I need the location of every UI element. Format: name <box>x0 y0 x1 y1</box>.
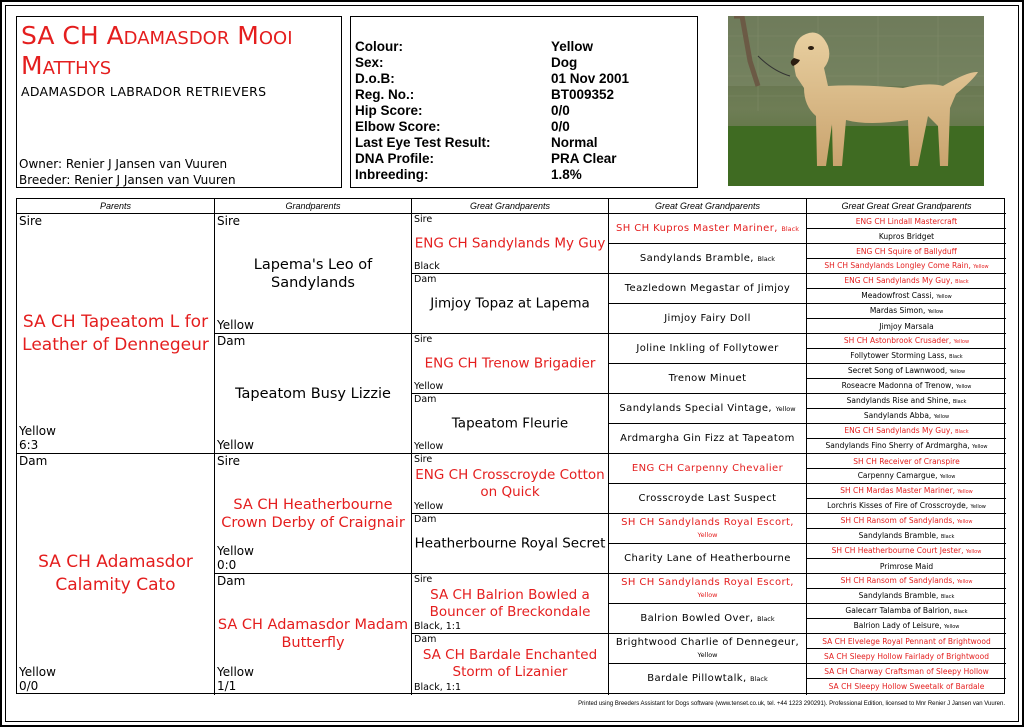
colour-note: Yellow <box>697 590 718 599</box>
great-great-great-grandparent-cell <box>807 529 1006 544</box>
ancestor-name: SA CH Charway Craftsman of Sleepy Hollow <box>824 666 989 676</box>
ancestor-name: SH CH Ransom of Sandylands, <box>840 575 955 585</box>
role-label: Sire <box>414 214 433 225</box>
great-great-great-grandparent-cell <box>807 214 1006 229</box>
colour-label: Black, 1:1 <box>414 682 462 693</box>
great-great-great-grandparent-name <box>845 606 967 617</box>
detail-value: 0/0 <box>551 103 570 118</box>
grandparent-cell <box>215 334 411 454</box>
great-great-great-grandparent-cell <box>807 439 1006 454</box>
great-great-great-grandparent-cell <box>807 229 1006 244</box>
kennel-name: ADAMASDOR LABRADOR RETRIEVERS <box>21 84 267 99</box>
great-great-grandparent-cell <box>609 514 806 544</box>
great-great-great-grandparent-cell <box>807 319 1006 334</box>
colour-note: Yellow <box>933 413 950 420</box>
ancestor-name: Ardmargha Gin Fizz at Tapeatom <box>620 432 795 444</box>
role-label: Sire <box>19 214 43 228</box>
ancestor-name: ENG CH Carpenny Chevalier <box>631 462 784 474</box>
colour-note: Yellow <box>957 488 973 495</box>
colour-note: Black <box>955 278 969 285</box>
parent-cell <box>17 214 214 454</box>
detail-label: Sex: <box>355 55 384 70</box>
great-grandparent-cell <box>412 274 608 334</box>
ancestor-name: Sandylands Rise and Shine, <box>846 395 951 405</box>
great-great-grandparent-cell <box>609 664 806 694</box>
title-panel <box>16 16 342 188</box>
colour-note: Yellow <box>927 308 944 315</box>
dog-name-line-2: Matthys <box>21 51 112 80</box>
ancestor-name: Lorchris Kisses of Fire of Crosscroyde, <box>827 500 969 510</box>
colour-label: Yellow <box>217 438 254 452</box>
detail-row <box>355 71 693 87</box>
great-great-grandparent-name <box>611 553 804 565</box>
ancestor-name: SA CH Sleepy Hollow Fairlady of Brightwood <box>824 651 989 661</box>
great-great-grandparent-name <box>611 613 804 625</box>
ancestor-name: Balrion Lady of Leisure, <box>853 620 942 630</box>
score-label: 1/1 <box>217 679 237 693</box>
detail-row <box>355 119 693 135</box>
great-great-great-grandparent-name <box>879 322 933 331</box>
role-label: Dam <box>19 454 48 468</box>
colour-label: Yellow <box>19 424 56 438</box>
great-great-great-grandparent-cell <box>807 244 1006 259</box>
colour-note: Yellow <box>939 473 956 480</box>
great-great-great-grandparent-cell <box>807 304 1006 319</box>
ancestor-name: Bardale Pillowtalk, <box>647 673 747 684</box>
ancestor-name: SA CH Sleepy Hollow Sweetalk of Bardale <box>828 682 985 691</box>
great-great-great-grandparent-cell <box>807 349 1006 364</box>
role-label: Dam <box>414 394 437 405</box>
great-great-great-grandparent-name <box>841 516 973 527</box>
great-great-great-grandparent-name <box>826 441 988 452</box>
ancestor-name: Sandylands Bramble, <box>858 590 939 600</box>
colour-label: Yellow <box>217 544 254 558</box>
ancestor-name: ENG CH Squire of Ballyduff <box>856 246 957 256</box>
detail-row <box>355 55 693 71</box>
great-grandparent-cell <box>412 574 608 634</box>
great-great-great-grandparent-name <box>856 217 957 226</box>
ancestor-name: Follytower Storming Lass, <box>850 350 947 360</box>
great-great-great-grandparent-name <box>827 501 986 512</box>
great-great-great-grandparent-cell <box>807 634 1006 649</box>
colour-note: Yellow <box>936 293 952 300</box>
great-great-grandparents-column <box>609 199 807 695</box>
dog-name-line-1: SA CH Adamasdor Mooi <box>21 21 293 50</box>
great-great-grandparent-cell <box>609 634 806 664</box>
great-great-grandparent-cell <box>609 244 806 274</box>
colour-note: Black <box>781 224 799 233</box>
detail-label: Inbreeding: <box>355 167 429 182</box>
ancestor-name: SH CH Ransom of Sandylands, <box>840 515 955 525</box>
detail-label: Last Eye Test Result: <box>355 135 491 150</box>
ancestor-name: SH CH Sandylands Longley Come Rain, <box>824 260 971 270</box>
colour-note: Black <box>940 593 955 600</box>
great-great-great-grandparent-cell <box>807 544 1006 559</box>
detail-label: Elbow Score: <box>355 119 441 134</box>
great-great-great-grandparent-cell <box>807 574 1006 589</box>
great-great-grandparent-name <box>611 493 804 505</box>
great-great-great-grandparent-name <box>861 291 951 302</box>
detail-value: Yellow <box>551 39 594 54</box>
colour-note: Yellow <box>697 650 718 659</box>
colour-note: Yellow <box>697 530 718 539</box>
great-great-great-grandparent-cell <box>807 454 1006 469</box>
great-great-great-grandparent-cell <box>807 409 1006 424</box>
great-grandparents-header: Great Grandparents <box>412 199 608 214</box>
ancestor-name: SH CH Sandylands Royal Escort, <box>621 516 794 528</box>
colour-label: Yellow <box>217 318 254 332</box>
detail-row <box>355 135 693 151</box>
great-great-grandparent-name <box>611 403 804 415</box>
parent-cell <box>17 454 214 694</box>
colour-note: Black <box>757 254 776 263</box>
great-grandparents-column <box>412 199 609 695</box>
detail-value: 0/0 <box>551 119 570 134</box>
great-great-great-grandparent-name <box>840 486 973 497</box>
colour-label: Black <box>414 261 440 272</box>
colour-note: Yellow <box>956 383 972 390</box>
ancestor-name: Joline Inkling of Follytower <box>636 342 779 354</box>
ancestor-name: ENG CH Sandylands My Guy, <box>844 275 953 285</box>
colour-label: Yellow <box>414 501 444 512</box>
role-label: Sire <box>414 574 433 585</box>
parent-name: SA CH Adamasdor Calamity Cato <box>38 552 193 595</box>
detail-value: BT009352 <box>551 87 615 102</box>
detail-value: PRA Clear <box>551 151 617 166</box>
great-great-great-grandparent-name <box>870 306 943 317</box>
ancestor-name: SH CH Sandylands Royal Escort, <box>621 576 794 588</box>
great-great-great-grandparent-cell <box>807 274 1006 289</box>
great-great-great-grandparents-column <box>807 199 1006 695</box>
colour-note: Yellow <box>973 263 989 270</box>
colour-note: Black <box>949 353 963 360</box>
great-great-great-grandparents-header: Great Great Great Grandparents <box>807 199 1006 214</box>
great-great-grandparent-name <box>611 283 804 295</box>
great-great-great-grandparent-name <box>850 351 962 362</box>
role-label: Sire <box>414 454 433 465</box>
great-grandparent-name: SA CH Bardale Enchanted Storm of Lizanier <box>422 647 598 680</box>
great-great-great-grandparent-name <box>859 531 955 542</box>
colour-label: Yellow <box>414 381 444 392</box>
great-great-great-grandparent-cell <box>807 259 1006 274</box>
colour-label: Yellow <box>217 665 254 679</box>
parent-name: SA CH Tapeatom L for Leather of Dennegeur <box>22 311 209 355</box>
colour-note: Yellow <box>957 578 973 585</box>
colour-note: Yellow <box>775 404 796 413</box>
great-grandparent-name: Jimjoy Topaz at Lapema <box>430 295 590 311</box>
great-great-great-grandparent-name <box>822 637 990 646</box>
detail-row <box>355 167 693 183</box>
score-label: 0/0 <box>19 679 39 693</box>
great-great-great-grandparent-cell <box>807 589 1006 604</box>
colour-note: Black <box>940 533 955 540</box>
ancestor-name: SH CH Receiver of Cranspire <box>853 456 960 466</box>
great-great-grandparent-name <box>611 433 804 445</box>
grandparent-name: Tapeatom Busy Lizzie <box>235 385 391 402</box>
software-footer: Printed using Breeders Assistant for Dogs software (www.tenset.co.uk, tel. +44 1223 290291). Professional Edition, licensed to Mnr Renier J Jansen van Vuuren. <box>578 701 1005 707</box>
great-great-great-grandparent-cell <box>807 484 1006 499</box>
grandparent-name: SA CH Heatherbourne Crown Derby of Craignair <box>221 496 405 531</box>
role-label: Dam <box>414 514 437 525</box>
great-great-great-grandparent-cell <box>807 364 1006 379</box>
great-great-great-grandparent-name <box>842 381 972 392</box>
great-great-great-grandparent-cell <box>807 469 1006 484</box>
great-great-grandparent-cell <box>609 304 806 334</box>
colour-score <box>217 318 254 332</box>
colour-score <box>19 424 56 452</box>
great-grandparent-name: ENG CH Sandylands My Guy <box>414 235 606 251</box>
great-great-great-grandparent-name <box>824 652 989 661</box>
great-great-great-grandparent-name <box>847 396 967 407</box>
great-great-great-grandparent-cell <box>807 559 1006 574</box>
great-great-great-grandparent-name <box>844 426 968 437</box>
ancestor-name: ENG CH Sandylands My Guy, <box>844 425 953 435</box>
great-grandparent-cell <box>412 634 608 694</box>
great-grandparent-cell <box>412 394 608 454</box>
great-great-grandparent-name <box>611 373 804 385</box>
great-grandparent-name: SA CH Balrion Bowled a Bouncer of Breckondale <box>429 586 591 620</box>
ancestor-name: Primrose Maid <box>879 561 934 571</box>
role-label: Dam <box>217 334 246 348</box>
great-great-grandparents-header: Great Great Grandparents <box>609 199 806 214</box>
ancestor-name: Sandylands Special Vintage, <box>619 402 772 414</box>
grandparents-column <box>215 199 412 695</box>
colour-note: Yellow <box>972 443 988 450</box>
colour-note: Black <box>954 608 968 615</box>
great-great-grandparent-cell <box>609 274 806 304</box>
role-label: Dam <box>414 634 437 645</box>
grandparents-header: Grandparents <box>215 199 411 214</box>
colour-score <box>217 438 254 452</box>
ancestor-name: Galecarr Talamba of Balrion, <box>845 605 952 615</box>
role-label: Sire <box>217 214 241 228</box>
parents-header: Parents <box>17 199 214 214</box>
detail-value: 1.8% <box>551 167 582 182</box>
great-great-great-grandparent-name <box>824 667 989 676</box>
ancestor-name: Mardas Simon, <box>869 305 926 315</box>
detail-row <box>355 151 693 167</box>
great-great-grandparent-cell <box>609 334 806 364</box>
ancestor-name: SH CH Mardas Master Mariner, <box>840 485 955 495</box>
ancestor-name: Sandylands Abba, <box>863 410 932 420</box>
detail-label: Reg. No.: <box>355 87 415 102</box>
ancestor-name: Brightwood Charlie of Dennegeur, <box>615 636 800 648</box>
ancestor-name: Kupros Bridget <box>878 231 935 241</box>
great-great-great-grandparent-cell <box>807 514 1006 529</box>
detail-row <box>355 103 693 119</box>
great-grandparent-cell <box>412 514 608 574</box>
great-great-great-grandparent-cell <box>807 499 1006 514</box>
detail-value: Normal <box>551 135 598 150</box>
grandparent-cell <box>215 574 411 694</box>
ancestor-name: Carpenny Camargue, <box>857 470 938 480</box>
great-great-grandparent-cell <box>609 544 806 574</box>
grandparent-cell <box>215 214 411 334</box>
detail-value: 01 Nov 2001 <box>551 71 630 86</box>
ancestor-name: Meadowfrost Cassi, <box>861 290 934 300</box>
great-great-great-grandparent-name <box>880 562 933 571</box>
colour-label: Black, 1:1 <box>414 621 462 632</box>
great-great-grandparent-name <box>611 313 804 325</box>
great-great-great-grandparent-name <box>853 457 959 466</box>
colour-note: Yellow <box>949 368 966 375</box>
detail-label: D.o.B: <box>355 71 395 86</box>
ancestor-name: SH CH Astonbrook Crusader, <box>843 335 952 345</box>
detail-label: DNA Profile: <box>355 151 435 166</box>
great-great-great-grandparent-cell <box>807 334 1006 349</box>
colour-score <box>19 665 56 693</box>
great-grandparent-name: ENG CH Crosscroyde Cotton on Quick <box>415 466 605 500</box>
great-grandparent-cell <box>412 334 608 394</box>
great-great-grandparent-cell <box>609 424 806 454</box>
great-great-grandparent-name <box>611 517 804 541</box>
ancestor-name: Roseacre Madonna of Trenow, <box>841 380 954 390</box>
ancestor-name: Charity Lane of Heatherbourne <box>624 552 791 564</box>
detail-label: Colour: <box>355 39 403 54</box>
ancestor-name: Sandylands Bramble, <box>858 530 939 540</box>
great-great-grandparent-name <box>611 637 804 661</box>
ancestor-name: Sandylands Bramble, <box>639 252 754 264</box>
great-great-great-grandparent-name <box>858 471 956 482</box>
great-grandparent-name: ENG CH Trenow Brigadier <box>424 355 596 371</box>
great-great-grandparent-cell <box>609 604 806 634</box>
great-great-great-grandparent-name <box>832 546 982 557</box>
owner-line: Owner: Renier J Jansen van Vuuren <box>19 157 228 171</box>
colour-note: Yellow <box>953 338 970 345</box>
ancestor-name: Crosscroyde Last Suspect <box>638 492 777 504</box>
great-great-great-grandparent-name <box>859 591 955 602</box>
great-great-grandparent-cell <box>609 364 806 394</box>
role-label: Sire <box>217 454 241 468</box>
great-great-grandparent-cell <box>609 484 806 514</box>
great-great-grandparent-cell <box>609 394 806 424</box>
great-great-great-grandparent-name <box>854 621 960 632</box>
score-label: 0:0 <box>217 558 237 572</box>
great-great-grandparent-name <box>611 343 804 355</box>
ancestor-name: Sandylands Fino Sherry of Ardmargha, <box>825 440 970 450</box>
ancestor-name: SA CH Elvelege Royal Pennant of Brightwood <box>822 636 991 646</box>
great-great-grandparent-cell <box>609 214 806 244</box>
ancestor-name: Secret Song of Lawnwood, <box>847 365 948 375</box>
great-great-great-grandparent-name <box>844 276 968 287</box>
parents-column <box>17 199 215 695</box>
ancestor-name: SH CH Kupros Master Mariner, <box>615 222 778 234</box>
colour-note: Yellow <box>957 518 973 525</box>
role-label: Sire <box>414 334 433 345</box>
colour-score <box>217 665 254 693</box>
great-great-grandparent-name <box>611 223 804 235</box>
great-great-great-grandparent-name <box>824 261 988 272</box>
grandparent-name: Lapema's Leo of Sandylands <box>253 256 373 291</box>
great-great-great-grandparent-cell <box>807 289 1006 304</box>
great-grandparent-name: Heatherbourne Royal Secret <box>414 535 606 551</box>
detail-value: Dog <box>551 55 578 70</box>
great-great-great-grandparent-name <box>841 576 973 587</box>
great-great-grandparent-name <box>611 673 804 685</box>
great-great-great-grandparent-cell <box>807 664 1006 679</box>
role-label: Dam <box>217 574 246 588</box>
great-great-great-grandparent-name <box>844 336 969 347</box>
great-grandparent-cell <box>412 454 608 514</box>
colour-score <box>217 544 254 572</box>
ancestor-name: Jimjoy Marsala <box>879 321 934 331</box>
colour-note: Black <box>955 428 969 435</box>
ancestor-name: SH CH Heatherbourne Court Jester, <box>831 545 964 555</box>
great-great-grandparent-name <box>611 577 804 601</box>
details-panel <box>350 16 698 188</box>
great-grandparent-cell <box>412 214 608 274</box>
great-great-great-grandparent-name <box>879 232 934 241</box>
great-great-great-grandparent-cell <box>807 619 1006 634</box>
great-great-great-grandparent-cell <box>807 649 1006 664</box>
ancestor-name: Trenow Minuet <box>668 372 747 384</box>
great-great-great-grandparent-cell <box>807 379 1006 394</box>
great-great-grandparent-cell <box>609 454 806 484</box>
colour-note: Black <box>757 614 775 623</box>
colour-label: Yellow <box>19 665 56 679</box>
role-label: Dam <box>414 274 437 285</box>
great-great-great-grandparent-cell <box>807 604 1006 619</box>
great-great-great-grandparent-name <box>848 366 965 377</box>
great-grandparent-name: Tapeatom Fleurie <box>451 415 569 431</box>
colour-note: Black <box>952 398 967 405</box>
great-great-great-grandparent-name <box>856 247 957 256</box>
detail-row <box>355 87 693 103</box>
great-great-great-grandparent-cell <box>807 424 1006 439</box>
score-label: 6:3 <box>19 438 39 452</box>
great-great-grandparent-name <box>611 253 804 265</box>
pedigree-table <box>16 198 1005 694</box>
ancestor-name: ENG CH Lindall Mastercraft <box>855 216 958 226</box>
detail-row <box>355 39 693 55</box>
colour-note: Yellow <box>944 623 960 630</box>
great-great-grandparent-cell <box>609 574 806 604</box>
colour-note: Yellow <box>965 548 982 555</box>
great-great-great-grandparent-cell <box>807 394 1006 409</box>
great-great-great-grandparent-name <box>829 682 985 691</box>
grandparent-cell <box>215 454 411 574</box>
great-great-great-grandparent-cell <box>807 679 1006 694</box>
grandparent-name: SA CH Adamasdor Madam Butterfly <box>217 617 409 651</box>
colour-note: Black <box>750 675 768 683</box>
ancestor-name: Teazledown Megastar of Jimjoy <box>624 282 791 294</box>
colour-note: Yellow <box>970 503 986 510</box>
dog-photo <box>728 16 984 186</box>
detail-label: Hip Score: <box>355 103 423 118</box>
ancestor-name: Balrion Bowled Over, <box>640 612 754 624</box>
colour-label: Yellow <box>414 441 444 452</box>
great-great-great-grandparent-name <box>864 411 949 422</box>
breeder-line: Breeder: Renier J Jansen van Vuuren <box>19 173 236 187</box>
ancestor-name: Jimjoy Fairy Doll <box>664 312 751 324</box>
great-great-grandparent-name <box>611 463 804 475</box>
